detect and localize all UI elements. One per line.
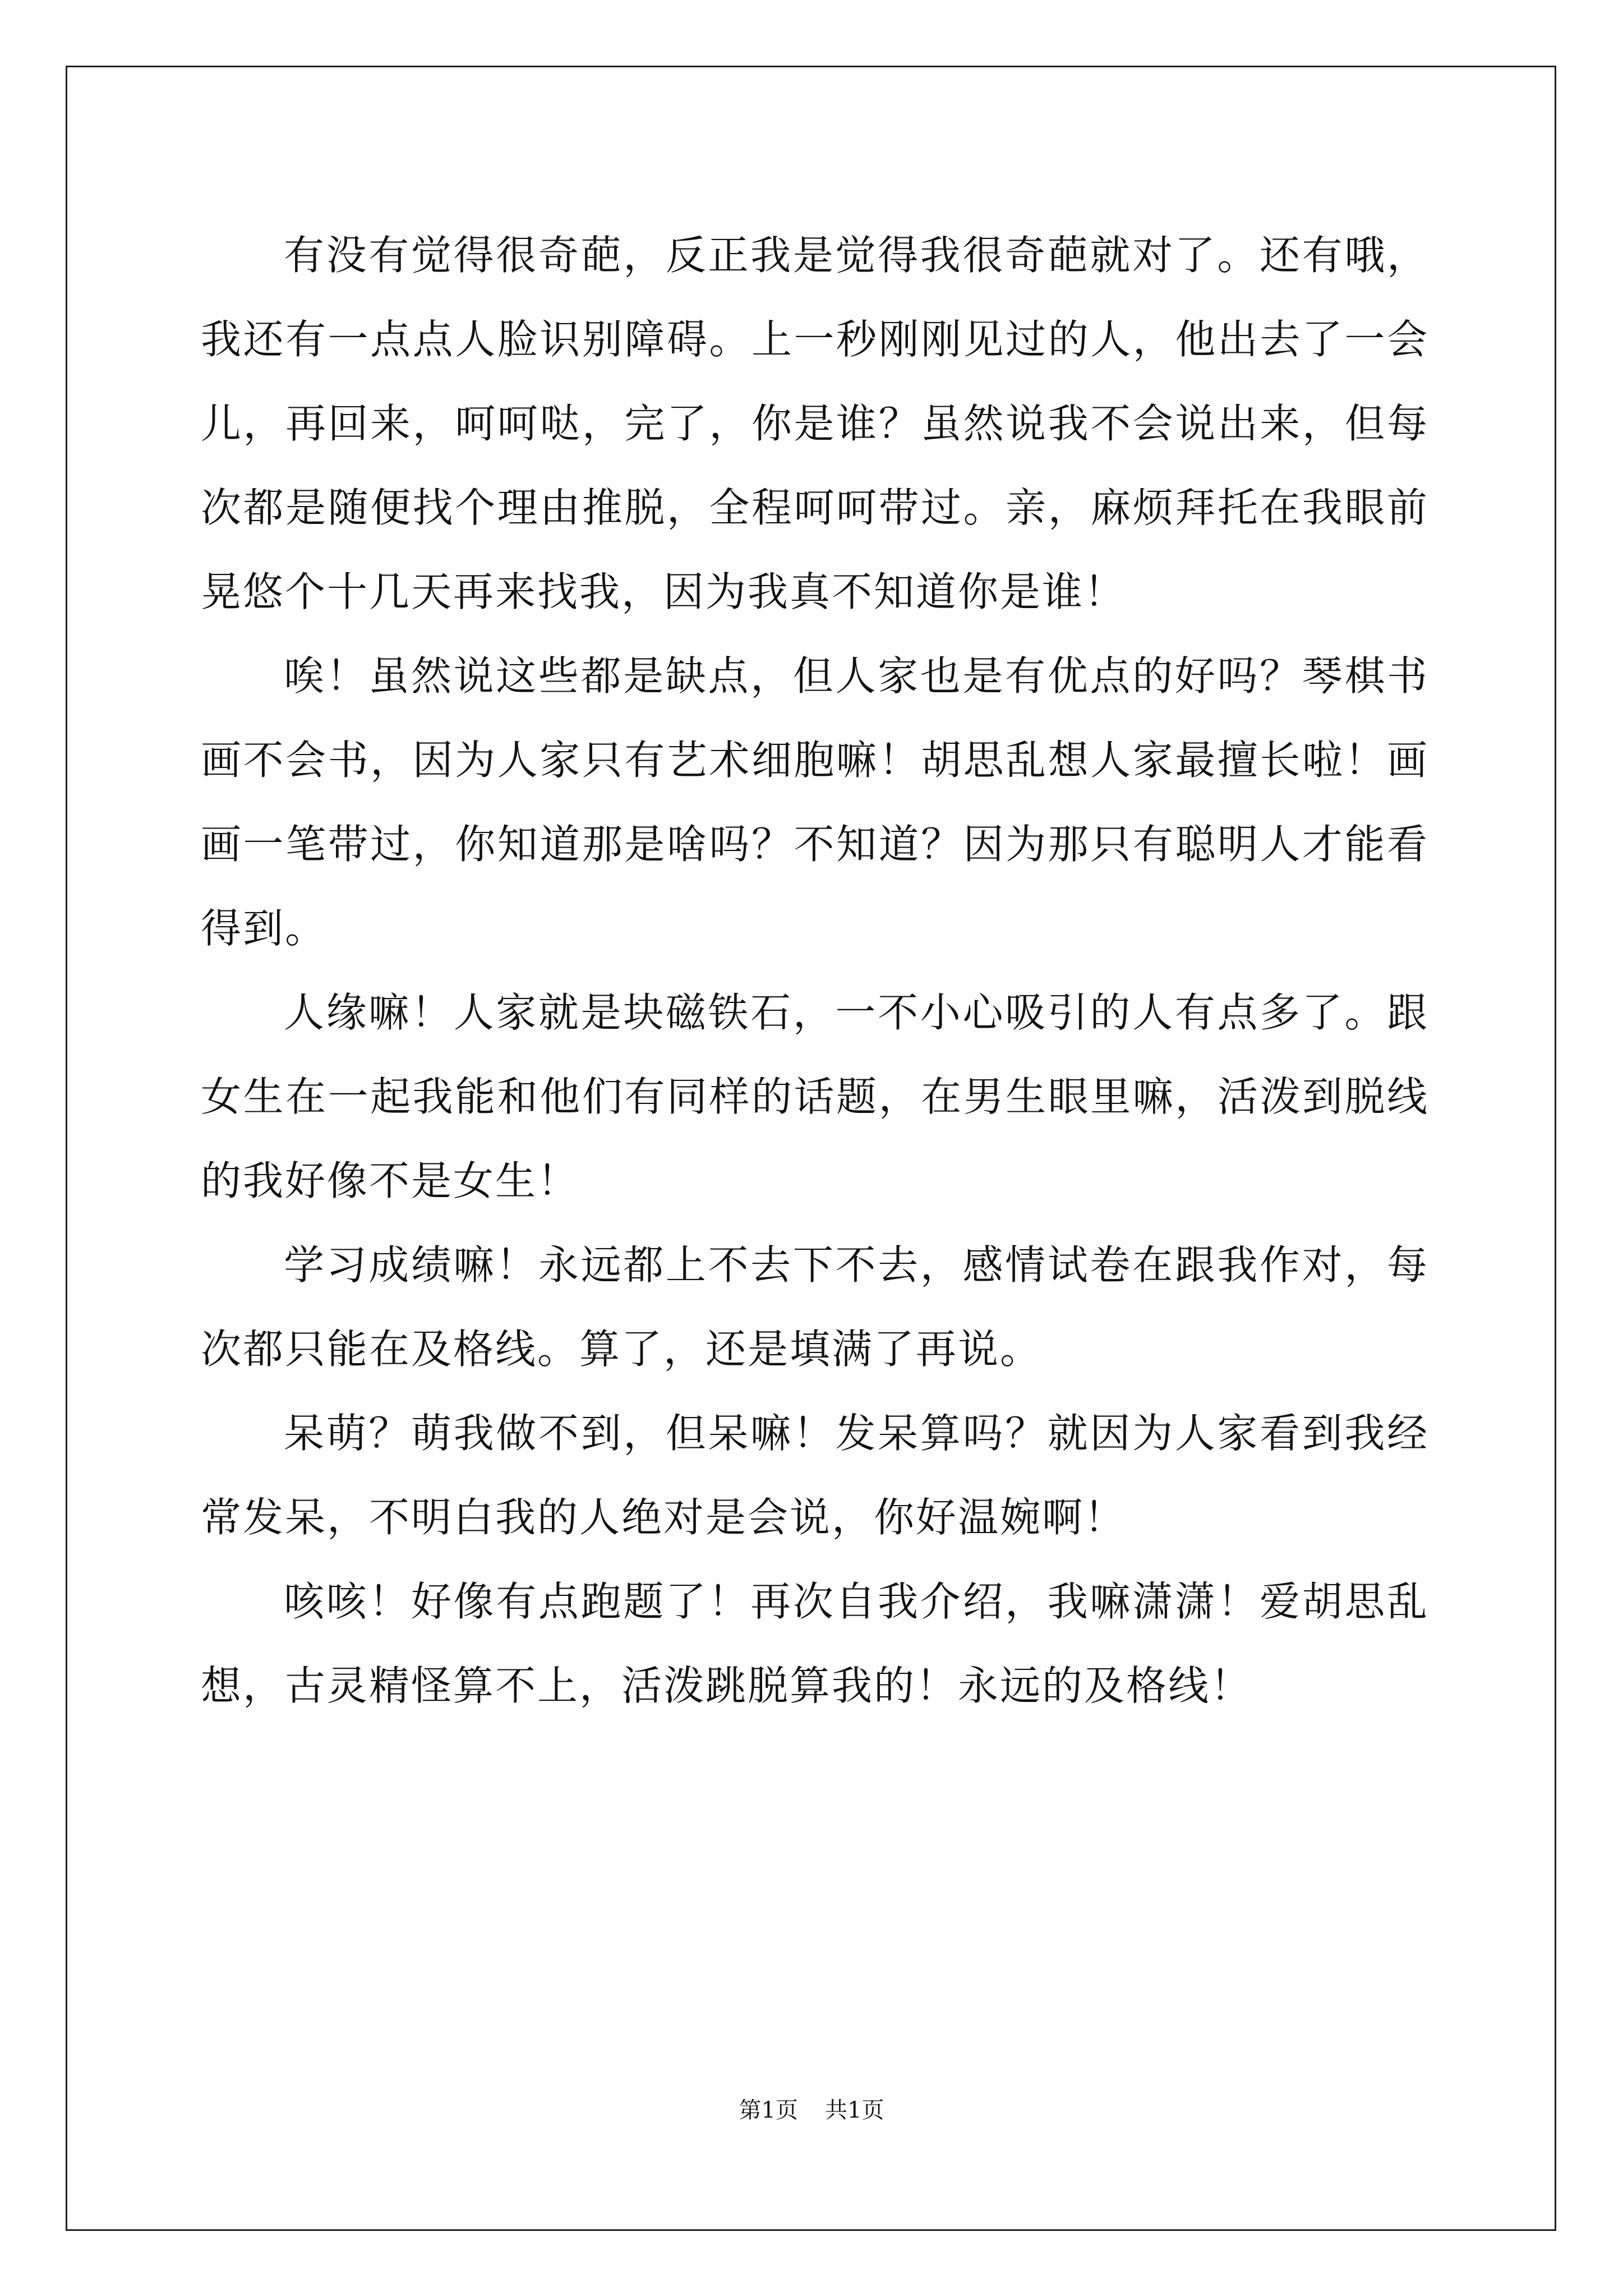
page-number-current: 第1页 (739, 2097, 798, 2123)
paragraph-1: 有没有觉得很奇葩，反正我是觉得我很奇葩就对了。还有哦，我还有一点点人脸识别障碍。上一秒刚刚见过的人，他出去了一会儿，再回来，呵呵哒，完了，你是谁？虽然说我不会说出来，但每次都是随便找个理由推脱，全程呵呵带过。亲，麻烦拜托在我眼前晃悠个十几天再来找我，因为我真不知道你是谁！ (201, 232, 1429, 615)
page-footer (0, 2092, 1623, 2124)
paragraph-2: 唉！虽然说这些都是缺点，但人家也是有优点的好吗？琴棋书画不会书，因为人家只有艺术细胞嘛！胡思乱想人家最擅长啦！画画一笔带过，你知道那是啥吗？不知道？因为那只有聪明人才能看得到。 (201, 652, 1429, 952)
paragraph-4: 学习成绩嘛！永远都上不去下不去，感情试卷在跟我作对，每次都只能在及格线。算了，还是填满了再说。 (201, 1241, 1429, 1373)
page-number-total: 共1页 (825, 2097, 884, 2123)
document-body (201, 213, 1429, 1728)
paragraph-3: 人缘嘛！人家就是块磁铁石，一不小心吸引的人有点多了。跟女生在一起我能和他们有同样的话题，在男生眼里嘛，活泼到脱线的我好像不是女生！ (201, 989, 1429, 1204)
paragraph-6: 咳咳！好像有点跑题了！再次自我介绍，我嘛潇潇！爱胡思乱想，古灵精怪算不上，活泼跳脱算我的！永远的及格线！ (201, 1578, 1429, 1709)
paragraph-5: 呆萌？萌我做不到，但呆嘛！发呆算吗？就因为人家看到我经常发呆，不明白我的人绝对是会说，你好温婉啊！ (201, 1410, 1429, 1541)
